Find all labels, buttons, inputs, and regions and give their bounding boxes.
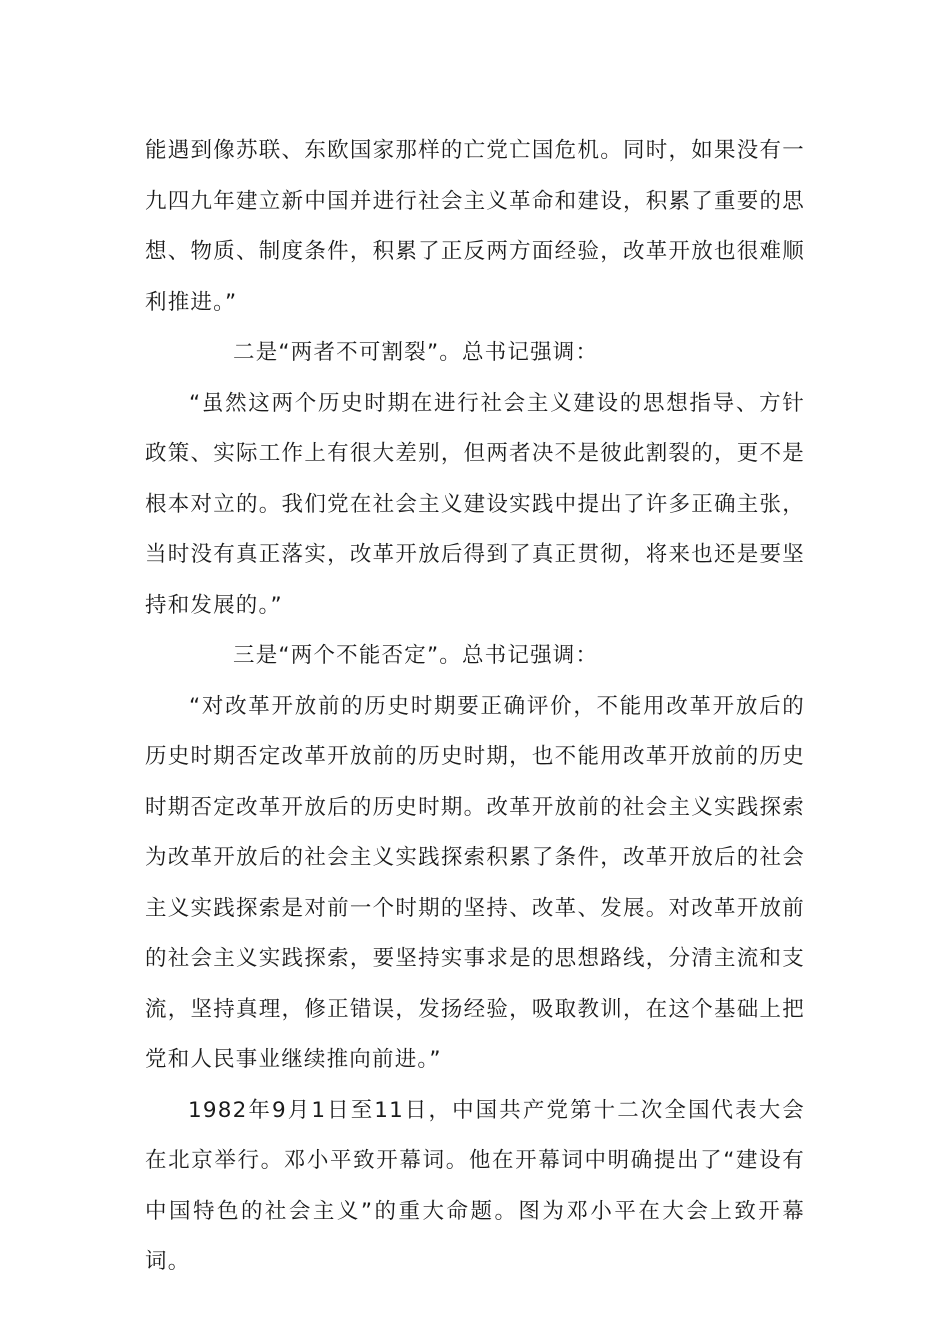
paragraph-quote-two: “虽然这两个历史时期在进行社会主义建设的思想指导、方针政策、实际工作上有很大差别，但两者决不是彼此割裂的，更不是根本对立的。我们党在社会主义建设实践中提出了许多正确主张，当时没有真正落实，改革开放后得到了真正贯彻，将来也还是要坚持和发展的。” <box>145 390 805 618</box>
paragraph-heading-two: 二是“两者不可割裂”。总书记强调： <box>233 340 599 365</box>
body-text <box>145 126 805 1288</box>
paragraph-continuation: 能遇到像苏联、东欧国家那样的亡党亡国危机。同时，如果没有一九四九年建立新中国并进行社会主义革命和建设，积累了重要的思想、物质、制度条件，积累了正反两方面经验，改革开放也很难顺利推进。” <box>145 138 805 315</box>
paragraph-heading-three: 三是“两个不能否定”。总书记强调： <box>233 643 599 668</box>
paragraph-caption: 1982年9月1日至11日，中国共产党第十二次全国代表大会在北京举行。邓小平致开幕词。他在开幕词中明确提出了“建设有中国特色的社会主义”的重大命题。图为邓小平在大会上致开幕词。 <box>145 1097 805 1274</box>
paragraph-quote-three: “对改革开放前的历史时期要正确评价，不能用改革开放后的历史时期否定改革开放前的历史时期，也不能用改革开放前的历史时期否定改革开放后的历史时期。改革开放前的社会主义实践探索为改革开放后的社会主义实践探索积累了条件，改革开放后的社会主义实践探索是对前一个时期的坚持、改革、发展。对改革开放前的社会主义实践探索，要坚持实事求是的思想路线，分清主流和支流，坚持真理，修正错误，发扬经验，吸取教训，在这个基础上把党和人民事业继续推向前进。” <box>145 693 805 1072</box>
